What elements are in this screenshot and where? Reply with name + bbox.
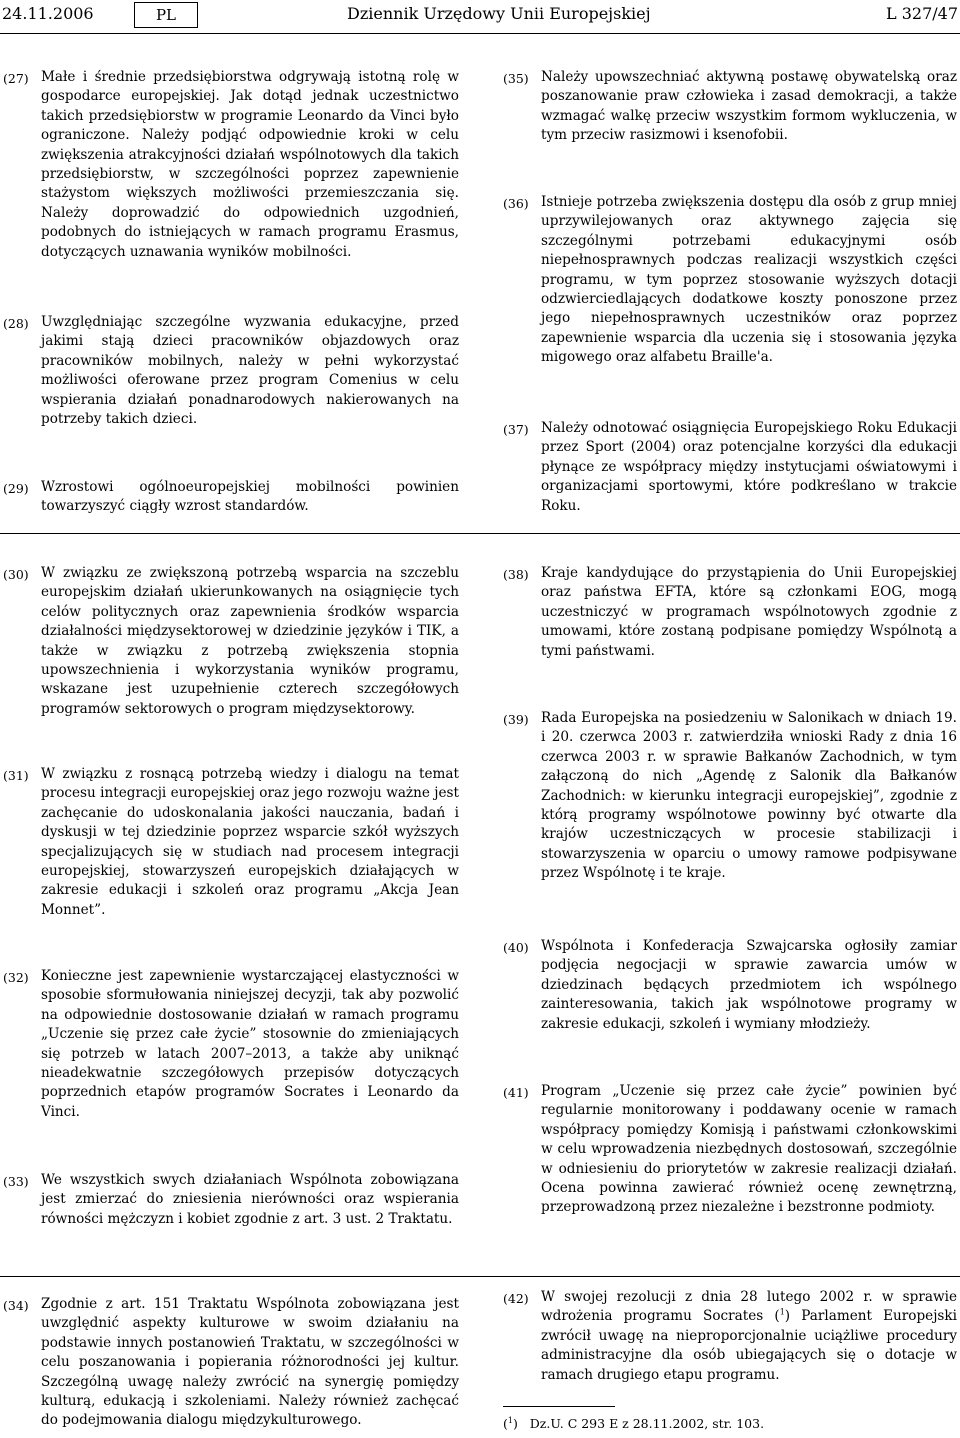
recital-30	[3, 564, 459, 719]
footnote-rule	[503, 1406, 615, 1407]
recital-28	[3, 313, 459, 429]
recital-text: We wszystkich swych działaniach Wspólnota zobowiązana jest zmierzać do zniesienia nierówności oraz wspierania równości mężczyzn i kobiet zgodnie z art. 3 ust. 2 Traktatu.	[41, 1172, 459, 1227]
recital-number: (29)	[3, 481, 29, 496]
recital-number: (35)	[503, 71, 529, 86]
recital-31	[3, 765, 459, 920]
recital-text: Zgodnie z art. 151 Traktatu Wspólnota zobowiązana jest uwzględnić aspekty kulturowe w swoim działaniu na podstawie innych postanowień Traktatu, w szczególności w celu poszanowania i popierania różnorodności jej kultur. Szczególną uwagę należy zwrócić na synergię pomiędzy kulturą, edukacją i szkoleniami. Należy również zachęcać do podejmowania dialogu międzykulturowego.	[41, 1296, 459, 1429]
recital-37	[503, 419, 957, 516]
recital-number: (40)	[503, 940, 529, 955]
recital-36	[503, 193, 957, 368]
recital-number: (32)	[3, 970, 29, 985]
recital-text: Małe i średnie przedsiębiorstwa odgrywają istotną rolę w gospodarce europejskiej. Jak dotąd jednak uczestnictwo takich przedsiębiorstw w programie Leonardo da Vinci było ograniczone. Należy podjąć odpowiednie kroki w celu zwiększenia atrakcyjności działań wspólnotowych dla takich przedsiębiorstw, w szczególności poprzez zapewnienie stażystom większych możliwości przemieszczania się. Należy doprowadzić do odpowiednich uzgodnień, podobnych do istniejących w ramach programu Erasmus, dotyczących uznawania wyników mobilności.	[41, 69, 459, 260]
recital-text: Uwzględniając szczególne wyzwania edukacyjne, przed jakimi stają dzieci pracowników objazdowych oraz pracowników mobilnych, należy w pełni wykorzystać możliwości oferowane przez program Comenius w celu wspierania działań ponadnarodowych nakierowanych na potrzeby takich dzieci.	[41, 314, 459, 428]
footnote-mark: 1	[507, 1415, 513, 1425]
recital-41	[503, 1082, 957, 1218]
recital-number: (37)	[503, 422, 529, 437]
footnote-text: Dz.U. C 293 E z 28.11.2002, str. 103.	[529, 1416, 765, 1431]
recital-text: Należy odnotować osiągnięcia Europejskiego Roku Edukacji przez Sport (2004) oraz potencjalne korzyści dla edukacji płynące ze współpracy między instytucjami oświatowymi i organizacjami sportowymi, które podkreślano w trakcie Roku.	[541, 420, 957, 514]
recital-text: Wspólnota i Konfederacja Szwajcarska ogłosiły zamiar podjęcia negocjacji w sprawie zawarcia umów w dziedzinach będących przedmiotem ich wspólnego zainteresowania, takich jak wspólnotowe programy w zakresie edukacji, szkoleń i wymiany młodzieży.	[541, 938, 957, 1032]
footnote-reference[interactable]: 1	[779, 1307, 785, 1317]
recital-number: (34)	[3, 1298, 29, 1313]
recital-38	[503, 564, 957, 661]
recital-text-part: W swojej rezolucji z dnia 28 lutego 2002 r. w sprawie wdrożenia programu Socrates (	[541, 1289, 957, 1325]
recital-number: (38)	[503, 567, 529, 582]
footnote: ($^1$) Dz.U. C 293 E z 28.11.2002, str. 103.	[503, 1415, 765, 1431]
recital-text: W związku ze zwiększoną potrzebą wsparcia na szczeblu europejskim działań ukierunkowanych na osiągnięcie tych celów politycznych oraz zapewnienia środków wsparcia działalności międzysektorowej w dziedzinie języków i TIK, a także w związku z potrzebą zwiększenia stopnia upowszechnienia i wykorzystania wyników programu, wskazane jest uzupełnienie czterech szczegółowych programów sektorowych o program międzysektorowy.	[41, 565, 459, 717]
recital-text	[541, 1288, 957, 1385]
recital-number: (41)	[503, 1085, 529, 1100]
recital-32	[3, 967, 459, 1122]
recital-number: (42)	[503, 1291, 529, 1306]
recital-number: (28)	[3, 316, 29, 331]
recital-number: (27)	[3, 71, 29, 86]
recital-text: Należy upowszechniać aktywną postawę obywatelską oraz poszanowanie praw człowieka i zasad demokracji, a także wzmagać walkę przeciw wszystkim formom wykluczenia, w tym przeciw rasizmowi i ksenofobii.	[541, 69, 957, 144]
section-separator	[0, 1276, 960, 1277]
recital-text-part: ) Parlament Europejski zwrócił uwagę na nieproporcjonalnie uciążliwe procedury administracyjne dla osób ubiegających się o dotacje w ramach drugiego etapu programu.	[541, 1308, 957, 1383]
page-number: L 327/47	[886, 4, 958, 23]
language-badge: PL	[134, 2, 198, 28]
recital-text: Istnieje potrzeba zwiększenia dostępu dla osób z grup mniej uprzywilejowanych oraz aktywnego zajęcia się szczególnymi potrzebami edukacyjnymi osób niepełnosprawnych podczas realizacji wszystkich części programu, w tym poprzez stosowanie wyższych dotacji odzwierciedlających dodatkowe koszty ponoszone przez jego niepełnosprawnych uczestników oraz poprzez zapewnienie wsparcia dla uczenia się i stosowania języka migowego oraz alfabetu Braille'a.	[541, 194, 957, 366]
publication-date: 24.11.2006	[2, 4, 94, 23]
recital-text: Program „Uczenie się przez całe życie” powinien być regularnie monitorowany i poddawany ocenie w ramach współpracy pomiędzy Komisją i państwami członkowskimi w celu wprowadzenia niezbędnych dostosowań, szczególnie w odniesieniu do priorytetów w zakresie realizacji działań. Ocena powinna zawierać również ocenę zewnętrzną, przeprowadzoną przez niezależne i bezstronne podmioty.	[541, 1083, 957, 1216]
recital-40	[503, 937, 957, 1034]
recital-33	[3, 1171, 459, 1229]
recital-number: (30)	[3, 567, 29, 582]
recital-text: Konieczne jest zapewnienie wystarczającej elastyczności w sposobie sformułowania niniejszej decyzji, tak aby pozwolić na odpowiednie dostosowanie działań w ramach programu „Uczenie się przez całe życie” stosownie do zmieniających się potrzeb w latach 2007–2013, a także aby uniknąć nieadekwatnie szczegółowych przepisów dotyczących poprzednich etapów programów Socrates i Leonardo da Vinci.	[41, 968, 459, 1120]
recital-35	[503, 68, 957, 146]
journal-title: Dziennik Urzędowy Unii Europejskiej	[347, 4, 651, 23]
recital-39	[503, 709, 957, 884]
recital-text: Rada Europejska na posiedzeniu w Salonikach w dniach 19. i 20. czerwca 2003 r. zatwierdziła wnioski Rady z dnia 16 czerwca 2003 r. w sprawie Bałkanów Zachodnich, w tym załączoną do nich „Agendę z Salonik dla Bałkanów Zachodnich: w kierunku integracji europejskiej”, zgodnie z którą programy wspólnotowe powinny być otwarte dla krajów uczestniczących w procesie stabilizacji i stowarzyszenia w oparciu o umowy ramowe podpisywane przez Wspólnotę i te kraje.	[541, 710, 957, 882]
recital-number: (31)	[3, 768, 29, 783]
recital-text: W związku z rosnącą potrzebą wiedzy i dialogu na temat procesu integracji europejskiej oraz jego rozwoju ważne jest zachęcanie do udoskonalania jakości nauczania, badań i dyskusji w tej dziedzinie poprzez wsparcie szkół wyższych specjalizujących się w studiach nad procesem integracji europejskiej, stowarzyszeń europejskich działających w zakresie edukacji i szkoleń oraz programu „Akcja Jean Monnet”.	[41, 766, 459, 918]
recital-29	[3, 478, 459, 517]
recital-34	[3, 1295, 459, 1431]
header-rule	[0, 33, 960, 34]
section-separator	[0, 533, 960, 534]
recital-number: (36)	[503, 196, 529, 211]
recital-27	[3, 68, 459, 262]
recital-number: (39)	[503, 712, 529, 727]
recital-text: Kraje kandydujące do przystąpienia do Unii Europejskiej oraz państwa EFTA, które są członkami EOG, mogą uczestniczyć w programach wspólnotowych zgodnie z umowami, które zostaną podpisane pomiędzy Wspólnotą a tymi państwami.	[541, 565, 957, 659]
page-header	[0, 0, 960, 30]
recital-text: Wzrostowi ogólnoeuropejskiej mobilności powinien towarzyszyć ciągły wzrost standardów.	[41, 479, 459, 515]
recital-number: (33)	[3, 1174, 29, 1189]
recital-42	[503, 1288, 957, 1385]
